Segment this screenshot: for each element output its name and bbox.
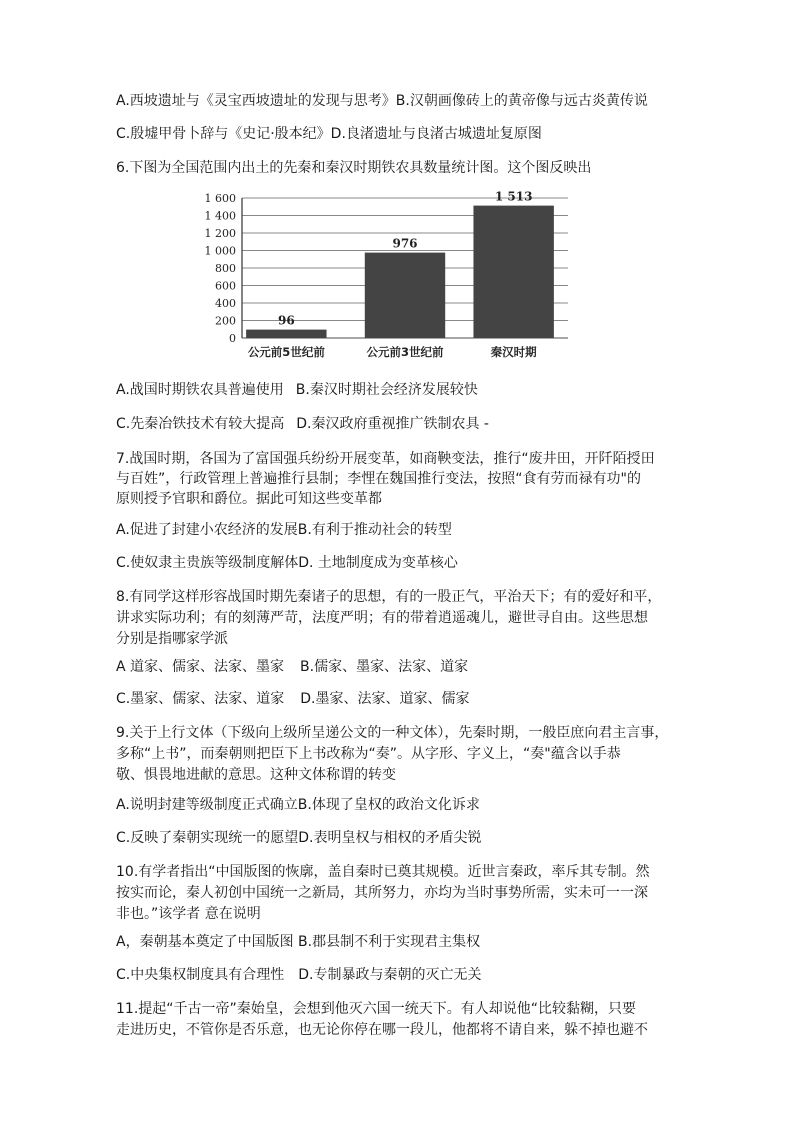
q8-options-cd <box>116 688 686 710</box>
y-tick-label: 1 200 <box>204 227 236 240</box>
q7-option-line-cd: C.使奴隶主贵族等级制度解体D. 土地制度成为变革核心 <box>116 555 458 571</box>
iron-tools-bar-chart <box>196 188 580 368</box>
y-tick-label: 800 <box>215 262 236 275</box>
y-tick-label: 1 000 <box>204 244 236 258</box>
q8-option-a: A 道家、儒家、法家、墨家 <box>116 659 285 675</box>
bar-2 <box>365 253 445 338</box>
q6-option-b: B.秦汉时期社会经济发展较快 <box>295 382 478 398</box>
q7-option-line-ab: A.促进了封建小农经济的发展B.有利于推动社会的转型 <box>116 522 452 538</box>
bar-value-label: 96 <box>277 313 295 328</box>
q9-option-line-cd: C.反映了秦朝实现统一的愿望D.表明皇权与相权的矛盾尖锐 <box>116 830 482 846</box>
q8-options-ab <box>116 656 686 678</box>
q8-option-d: D.墨家、法家、道家、儒家 <box>300 691 470 707</box>
bar-1 <box>246 330 326 338</box>
chart-y-ticks <box>205 192 237 345</box>
y-tick-label: 600 <box>215 279 236 293</box>
q6-options-ab <box>116 379 686 401</box>
q8-stem-line-3: 分别是指哪家学派 <box>116 631 228 647</box>
q6-options-cd <box>116 413 686 435</box>
q10-option-line-ab: A，秦朝基本奠定了中国版图 B.郡县制不利于实现君主集权 <box>116 934 481 950</box>
q7-stem-line-3: 原则授予官职和爵位。据此可知这些变革都 <box>116 491 382 507</box>
q10-stem-line-3: 非也。”该学者 意在说明 <box>116 906 261 922</box>
q10-options-cd <box>116 964 686 986</box>
y-tick-label: 200 <box>215 314 236 328</box>
q8-option-b: B.儒家、墨家、法家、道家 <box>300 659 469 675</box>
q7-stem-line-1: 7.战国时期，各国为了富国强兵纷纷开展变革，如商鞅变法，推行“废井田，开阡陌授田 <box>116 451 655 467</box>
x-category-label: 秦汉时期 <box>490 345 537 359</box>
x-category-label: 公元前3世纪前 <box>366 345 444 359</box>
y-tick-label: 1 400 <box>204 209 236 223</box>
q6-option-a: A.战国时期铁农具普遍使用 <box>116 382 284 398</box>
q9-stem-line-1: 9.关于上行文体（下级向上级所呈递公文的一种文体），先秦时期，一般臣庶向君主言事， <box>116 725 669 741</box>
q6-stem: 6.下图为全国范围内出土的先秦和秦汉时期铁农具数量统计图。这个图反映出 <box>116 160 592 176</box>
q6-option-d: D.秦汉政府重视推广铁制农具 - <box>296 416 489 432</box>
q8-stem-line-2: 讲求实际功利；有的刻薄严苛，法度严明；有的带着逍遥魂儿，避世寻自由。这些思想 <box>116 610 648 626</box>
y-tick-label: 1 600 <box>204 192 236 205</box>
q7-stem-line-2: 与百姓”，行政管理上普遍推行县制；李悝在魏国推行变法，按照“食有劳而禄有功"的 <box>116 471 641 487</box>
q5-option-line-ab: A.西坡遗址与《灵宝西坡遗址的发现与思考》B.汉朝画像砖上的黄帝像与远古炎黄传说 <box>116 93 648 109</box>
q11-stem-line-2: 走进历史，不管你是否乐意，也无论你停在哪一段儿，他都将不请自来，躲不掉也避不 <box>116 1022 648 1038</box>
y-tick-label: 0 <box>229 332 236 345</box>
q10-option-c: C.中央集权制度具有合理性 <box>116 967 285 983</box>
q11-stem-line-1: 11.提起“千古一帝”秦始皇，会想到他灭六国一统天下。有人却说他“比较黏糊，只要 <box>116 1001 637 1017</box>
bar-value-label: 1 513 <box>494 189 533 204</box>
q8-option-c: C.墨家、儒家、法家、道家 <box>116 691 285 707</box>
y-tick-label: 400 <box>215 297 236 310</box>
bar-3 <box>473 206 553 338</box>
bar-value-label: 976 <box>392 236 418 251</box>
q9-stem-line-3: 敬、惧畏地进献的意思。这种文体称谓的转变 <box>116 767 396 783</box>
chart-bars <box>246 190 554 338</box>
q8-stem-line-1: 8.有同学这样形容战国时期先秦诸子的思想，有的一股正气，平治天下；有的爱好和平， <box>116 589 662 605</box>
chart-category-labels <box>248 345 537 359</box>
q10-option-d: D.专制暴政与秦朝的灭亡无关 <box>298 967 482 983</box>
q9-stem-line-2: 多称“上书”，而秦朝则把臣下上书改称为“奏”。从字形、字义上，“奏"蕴含以手恭 <box>116 746 621 762</box>
q10-stem-line-1: 10.有学者指出“中国版图的恢廓，盖自秦时已奠其规模。近世言秦政，率斥其专制。然 <box>116 864 650 880</box>
q9-option-line-ab: A.说明封建等级制度正式确立B.体现了皇权的政治文化诉求 <box>116 797 480 813</box>
q6-option-c: C.先秦冶铁技术有较大提高 <box>116 416 285 432</box>
q10-stem-line-2: 按实而论，秦人初创中国统一之新局，其所努力，亦均为当时事势所需，实未可一一深 <box>116 885 648 901</box>
x-category-label: 公元前5世纪前 <box>247 345 325 359</box>
q5-option-line-cd: C.殷墟甲骨卜辞与《史记·殷本纪》D.良渚遗址与良渚古城遗址复原图 <box>116 126 542 142</box>
